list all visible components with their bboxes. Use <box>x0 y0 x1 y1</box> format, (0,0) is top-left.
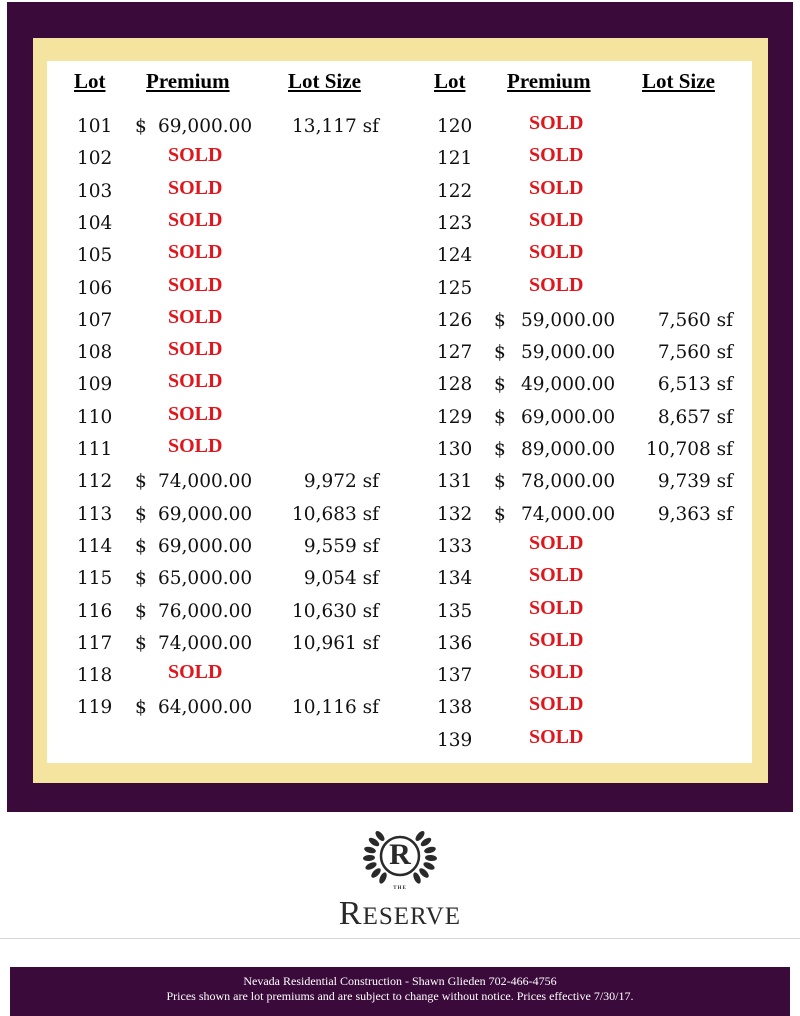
lot-size: 7,560 sf <box>657 342 733 364</box>
lot-number: 115 <box>77 568 113 590</box>
lot-number: 123 <box>437 212 473 234</box>
lot-size: 9,972 sf <box>303 471 379 493</box>
lot-number: 118 <box>77 665 113 687</box>
sold-label: SOLD <box>168 402 223 425</box>
lot-row <box>437 208 733 240</box>
lot-size: 10,683 sf <box>292 503 379 525</box>
sold-label: SOLD <box>168 176 223 199</box>
lot-row <box>437 240 733 272</box>
lot-row <box>437 499 733 531</box>
lot-number: 134 <box>437 568 473 590</box>
lot-size: 9,739 sf <box>657 471 733 493</box>
sold-label: SOLD <box>529 176 584 199</box>
lot-row <box>77 305 379 337</box>
lot-number: 128 <box>437 374 473 396</box>
lot-number: 125 <box>437 277 473 299</box>
lot-size: 9,363 sf <box>657 503 733 525</box>
lot-row <box>77 434 379 466</box>
lot-row <box>437 563 733 595</box>
lot-row <box>437 692 733 724</box>
lot-number: 105 <box>77 245 113 267</box>
premium-amount: 74,000.00 <box>158 471 253 493</box>
lot-number: 138 <box>437 697 473 719</box>
lot-number: 116 <box>77 600 113 622</box>
lot-row <box>437 596 733 628</box>
premium-amount: 65,000.00 <box>158 568 253 590</box>
lot-number: 124 <box>437 245 473 267</box>
lot-size: 9,054 sf <box>303 568 379 590</box>
lot-row <box>437 305 733 337</box>
currency-symbol: $ <box>494 406 506 428</box>
lot-row <box>437 273 733 305</box>
header-premium-left: Premium <box>146 69 230 93</box>
lot-number: 135 <box>437 600 473 622</box>
lot-number: 120 <box>437 116 473 137</box>
lot-row <box>437 111 733 143</box>
header-lot-left: Lot <box>74 69 106 93</box>
header-lot-right: Lot <box>434 69 466 93</box>
lot-row <box>437 369 733 401</box>
lot-row <box>77 208 379 240</box>
lot-number: 106 <box>77 277 113 299</box>
sold-label: SOLD <box>529 661 584 684</box>
sold-label: SOLD <box>529 596 584 619</box>
lot-number: 121 <box>437 148 473 170</box>
lot-size: 13,117 sf <box>292 116 379 137</box>
sold-label: SOLD <box>168 435 223 457</box>
lot-row <box>77 176 379 208</box>
lot-row <box>437 434 733 466</box>
lot-row <box>437 337 733 369</box>
lot-row <box>77 660 379 692</box>
lot-number: 114 <box>77 535 113 557</box>
premium-amount: 69,000.00 <box>158 535 253 557</box>
header-lot-size-right: Lot Size <box>642 69 715 93</box>
premium-amount: 59,000.00 <box>521 342 616 364</box>
lot-size: 10,116 sf <box>292 697 379 719</box>
sold-label: SOLD <box>529 241 584 264</box>
lot-number: 122 <box>437 180 473 202</box>
lot-row <box>77 143 379 175</box>
currency-symbol: $ <box>135 503 147 525</box>
logo-wordmark <box>300 894 500 937</box>
lot-number: 101 <box>77 116 113 137</box>
lot-number: 108 <box>77 342 113 364</box>
lot-size: 7,560 sf <box>657 309 733 331</box>
lot-row <box>437 628 733 660</box>
lot-number: 113 <box>77 503 113 525</box>
sold-label: SOLD <box>529 144 584 167</box>
lot-row <box>77 499 379 531</box>
lot-number: 130 <box>437 439 473 460</box>
premium-amount: 69,000.00 <box>158 503 253 525</box>
sold-label: SOLD <box>529 564 584 587</box>
lot-number: 119 <box>77 697 113 719</box>
lot-row <box>77 240 379 272</box>
sold-label: SOLD <box>529 693 584 716</box>
logo-the: THE <box>393 886 407 891</box>
premium-amount: 49,000.00 <box>521 374 616 396</box>
currency-symbol: $ <box>494 471 506 493</box>
currency-symbol: $ <box>135 471 147 493</box>
footer-contact: Nevada Residential Construction - Shawn Glieden 702-466-4756 <box>243 974 557 988</box>
currency-symbol: $ <box>135 568 147 590</box>
lot-number: 126 <box>437 309 473 331</box>
lot-row <box>77 337 379 369</box>
logo-monogram: R <box>389 838 411 871</box>
currency-symbol: $ <box>135 600 147 622</box>
separator-line <box>0 938 800 939</box>
sold-label: SOLD <box>168 241 223 264</box>
lot-size: 6,513 sf <box>657 374 733 396</box>
lot-number: 133 <box>437 535 473 557</box>
lot-row <box>77 466 379 498</box>
footer-disclaimer: Prices shown are lot premiums and are subject to change without notice. Prices effective 7/30/17. <box>166 989 634 1003</box>
currency-symbol: $ <box>494 374 506 396</box>
header-premium-right: Premium <box>507 69 591 93</box>
lot-row <box>437 660 733 692</box>
lot-row <box>437 725 733 757</box>
footer-bar <box>10 967 790 1016</box>
lot-size: 10,630 sf <box>292 600 379 622</box>
lot-number: 136 <box>437 632 473 654</box>
sold-label: SOLD <box>529 112 584 134</box>
lot-size: 10,708 sf <box>646 439 733 460</box>
lot-number: 131 <box>437 471 473 493</box>
sold-label: SOLD <box>529 531 584 554</box>
lot-number: 129 <box>437 406 473 428</box>
lot-number: 112 <box>77 471 113 493</box>
currency-symbol: $ <box>135 116 147 137</box>
premium-amount: 69,000.00 <box>158 116 253 137</box>
currency-symbol: $ <box>135 632 147 654</box>
sold-label: SOLD <box>168 370 223 393</box>
premium-amount: 89,000.00 <box>521 439 616 460</box>
lot-size: 8,657 sf <box>657 406 733 428</box>
lot-row <box>77 369 379 401</box>
currency-symbol: $ <box>135 697 147 719</box>
sold-label: SOLD <box>529 628 584 651</box>
sold-label: SOLD <box>168 305 223 328</box>
lot-number: 103 <box>77 180 113 202</box>
lot-row <box>437 143 733 175</box>
lot-row <box>77 402 379 434</box>
premium-amount: 76,000.00 <box>158 600 253 622</box>
logo-word-initial: R <box>338 895 363 932</box>
lot-row <box>77 111 379 143</box>
lot-row <box>437 402 733 434</box>
lot-number: 104 <box>77 212 113 234</box>
lot-row <box>77 692 379 724</box>
premium-amount: 64,000.00 <box>158 697 253 719</box>
sold-label: SOLD <box>529 208 584 231</box>
lot-row <box>77 273 379 305</box>
lot-number: 102 <box>77 148 113 170</box>
lot-size: 9,559 sf <box>303 535 379 557</box>
lot-number: 137 <box>437 665 473 687</box>
premium-amount: 69,000.00 <box>521 406 616 428</box>
sold-label: SOLD <box>529 273 584 296</box>
lot-row <box>77 628 379 660</box>
logo-word-rest: ESERVE <box>362 903 462 930</box>
sold-label: SOLD <box>168 338 223 361</box>
lot-number: 127 <box>437 342 473 364</box>
lot-row <box>437 466 733 498</box>
premium-amount: 59,000.00 <box>521 309 616 331</box>
premium-amount: 74,000.00 <box>158 632 253 654</box>
currency-symbol: $ <box>494 503 506 525</box>
sold-label: SOLD <box>168 144 223 167</box>
lot-number: 109 <box>77 374 113 396</box>
lot-number: 107 <box>77 309 113 331</box>
currency-symbol: $ <box>494 309 506 331</box>
currency-symbol: $ <box>494 342 506 364</box>
lot-row <box>437 531 733 563</box>
sold-label: SOLD <box>168 661 223 684</box>
lot-number: 132 <box>437 503 473 525</box>
reserve-logo <box>300 822 500 932</box>
lot-number: 117 <box>77 632 113 654</box>
premium-amount: 74,000.00 <box>521 503 616 525</box>
lot-number: 110 <box>77 406 113 428</box>
currency-symbol: $ <box>135 535 147 557</box>
premium-amount: 78,000.00 <box>521 471 616 493</box>
lot-row <box>77 531 379 563</box>
lot-size: 10,961 sf <box>292 632 379 654</box>
lot-row <box>437 176 733 208</box>
currency-symbol: $ <box>494 439 506 460</box>
lot-row <box>77 563 379 595</box>
sold-label: SOLD <box>529 725 584 748</box>
sold-label: SOLD <box>168 273 223 296</box>
lot-number: 111 <box>77 439 113 460</box>
header-lot-size-left: Lot Size <box>288 69 361 93</box>
lot-row <box>77 596 379 628</box>
lot-number: 139 <box>437 729 473 751</box>
sold-label: SOLD <box>168 208 223 231</box>
